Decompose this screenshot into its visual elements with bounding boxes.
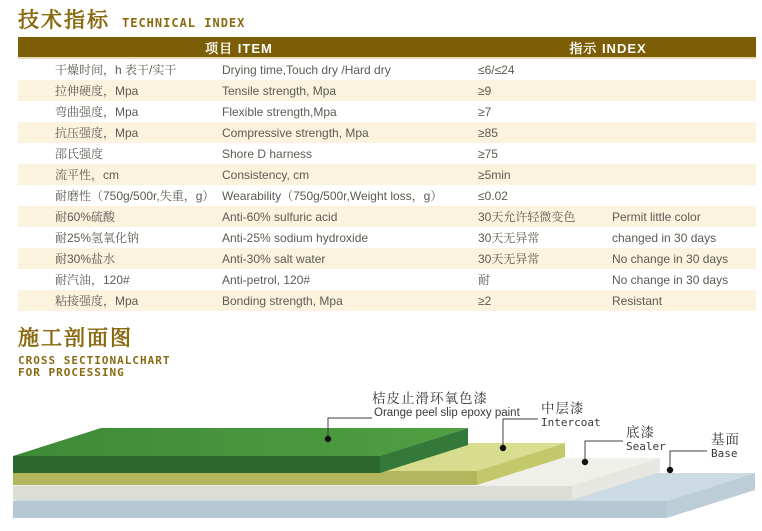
cell-item-zh: 抗压强度，Mpa — [55, 126, 139, 140]
cell-item-en: Anti-60% sulfuric acid — [222, 209, 338, 224]
cell-item-zh: 耐30%盐水 — [55, 252, 116, 266]
label-sealer-en: Sealer — [626, 440, 666, 453]
table-body — [18, 59, 756, 311]
table-row — [18, 185, 756, 206]
table-header-item: 项目 ITEM — [205, 40, 273, 56]
leader-intercoat — [503, 419, 538, 447]
leader-dot-sealer — [582, 459, 588, 465]
leader-dot-base — [667, 467, 673, 473]
cell-index-note: No change in 30 days — [612, 272, 729, 287]
leader-dot-epoxy-paint — [325, 436, 331, 442]
cell-item-zh: 耐25%氢氧化钠 — [55, 231, 140, 245]
cell-item-zh: 耐60%硫酸 — [55, 210, 116, 224]
table-row — [18, 164, 756, 185]
cross-section-diagram — [0, 386, 762, 531]
cell-index: 耐 — [478, 273, 491, 287]
cell-item-zh: 流平性，cm — [55, 168, 119, 182]
cell-index-note: Permit little color — [612, 209, 701, 224]
table-row — [18, 122, 756, 143]
table-row — [18, 269, 756, 290]
cell-index-note: No change in 30 days — [612, 251, 729, 266]
cell-item-zh: 拉伸硬度，Mpa — [55, 84, 139, 98]
cell-item-zh: 邵氏强度 — [55, 147, 104, 161]
table-header-row — [18, 37, 756, 59]
cell-index: ≥9 — [478, 83, 492, 98]
cell-item-zh: 粘接强度，Mpa — [55, 294, 139, 308]
table-row — [18, 248, 756, 269]
layer-epoxy-paint — [13, 428, 468, 473]
cell-index: ≤6/≤24 — [478, 62, 515, 77]
leader-dot-intercoat — [500, 445, 506, 451]
cell-item-en: Drying time,Touch dry /Hard dry — [222, 62, 391, 77]
cell-index: ≥85 — [478, 125, 498, 140]
cell-item-en: Compressive strength, Mpa — [222, 125, 369, 140]
cross-section-title-en-line2: FOR PROCESSING — [18, 366, 125, 379]
technical-index-table — [18, 37, 756, 311]
table-row — [18, 206, 756, 227]
cell-index-note: Resistant — [612, 293, 663, 308]
cell-item-en: Flexible strength,Mpa — [222, 104, 337, 119]
cell-item-en: Anti-30% salt water — [222, 251, 326, 266]
cell-item-en: Anti-petrol, 120# — [222, 272, 311, 287]
table-row — [18, 143, 756, 164]
cell-item-en: Anti-25% sodium hydroxide — [222, 230, 369, 245]
cross-section-title-en — [18, 355, 170, 379]
cell-index: ≥2 — [478, 293, 492, 308]
cell-item-en: Bonding strength, Mpa — [222, 293, 343, 308]
leader-base — [670, 451, 707, 469]
technical-index-title-zh: 技术指标 — [18, 9, 110, 32]
table-row — [18, 290, 756, 311]
cell-index: 30天无异常 — [478, 252, 540, 266]
cell-index: ≥7 — [478, 104, 492, 119]
cell-item-zh: 耐磨性（750g/500r,失重，g） — [55, 189, 215, 203]
table-row — [18, 59, 756, 80]
cell-item-en: Wearability（750g/500r,Weight loss，g） — [222, 189, 443, 203]
cell-index: 30天无异常 — [478, 231, 540, 245]
cell-item-zh: 弯曲强度，Mpa — [55, 105, 139, 119]
cross-section-title — [18, 322, 170, 379]
table-row — [18, 227, 756, 248]
table-row — [18, 80, 756, 101]
label-base-en: Base — [711, 447, 738, 460]
table-row — [18, 101, 756, 122]
cell-item-en: Shore D harness — [222, 146, 313, 161]
technical-index-title-en: TECHNICAL INDEX — [122, 16, 246, 30]
cell-index: ≥75 — [478, 146, 498, 161]
cell-item-en: Tensile strength, Mpa — [222, 83, 337, 98]
cell-index: 30天允许轻微变色 — [478, 210, 576, 224]
cross-section-title-zh: 施工剖面图 — [18, 327, 133, 350]
cell-item-zh: 干燥时间，h 表干/实干 — [55, 63, 177, 77]
label-epoxy-paint-zh: 桔皮止滑环氧色漆 — [372, 391, 488, 406]
cell-item-en: Consistency, cm — [222, 167, 310, 182]
technical-index-title — [18, 4, 245, 34]
cell-index: ≥5min — [478, 167, 511, 182]
label-sealer-zh: 底漆 — [626, 425, 655, 440]
cross-section-title-en-line1: CROSS SECTIONALCHART — [18, 354, 171, 367]
cell-index: ≤0.02 — [478, 188, 508, 203]
label-intercoat-zh: 中层漆 — [541, 401, 585, 416]
label-intercoat-en: Intercoat — [541, 416, 601, 429]
label-epoxy-paint-en: Orange peel slip epoxy paint — [374, 407, 520, 419]
label-base-zh: 基面 — [711, 432, 740, 447]
cell-index-note: changed in 30 days — [612, 230, 717, 245]
table-header-index: 指示 INDEX — [569, 40, 647, 56]
cell-item-zh: 耐汽油，120# — [55, 273, 130, 287]
